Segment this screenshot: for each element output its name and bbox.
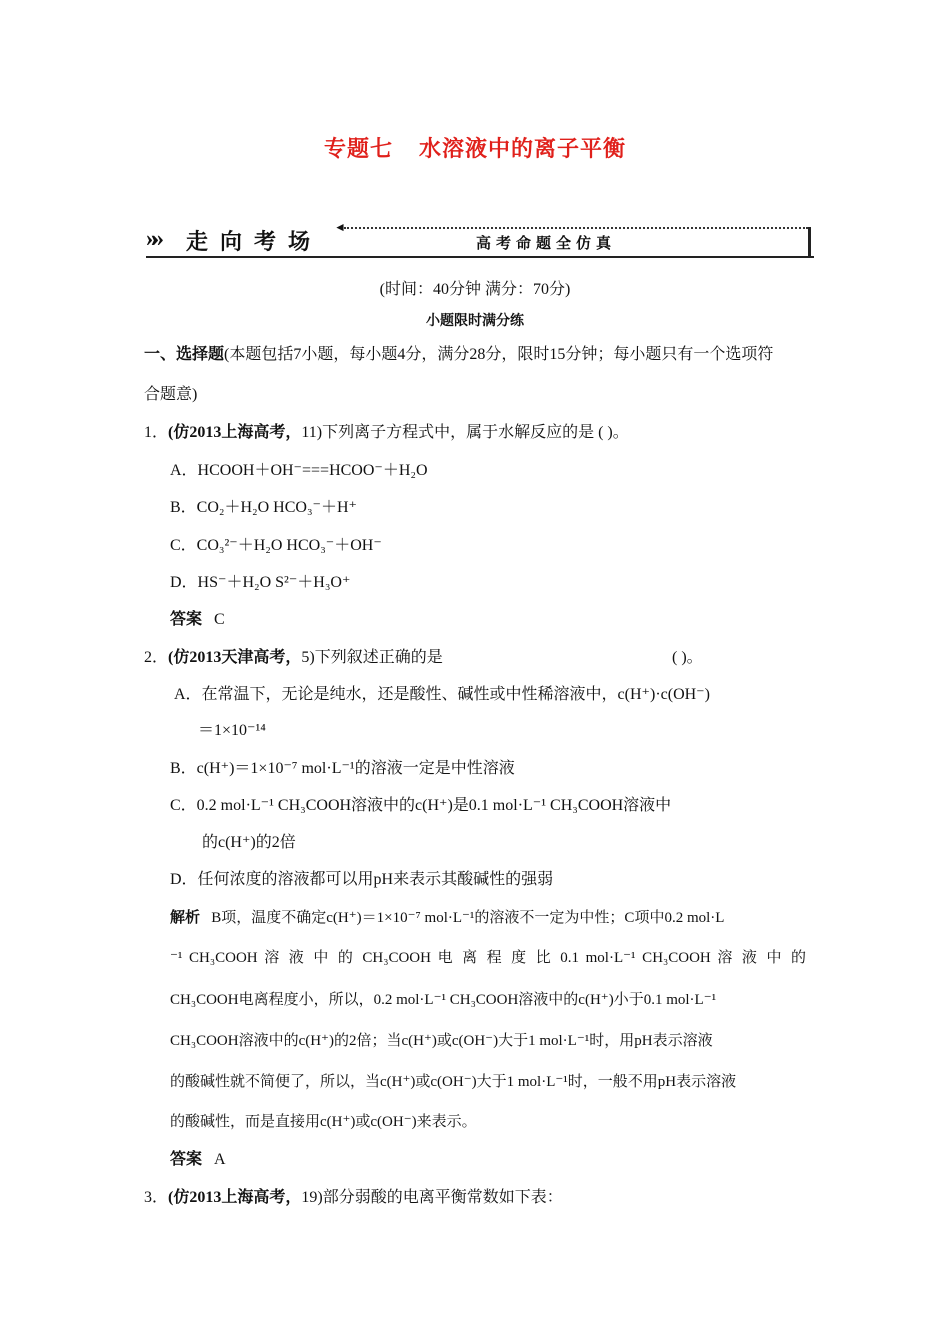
section-banner: [146, 222, 814, 258]
page-title: [0, 132, 950, 163]
q2-answer-value: A: [214, 1151, 226, 1168]
q2-analysis-line-1: [170, 908, 724, 928]
question-2-stem: [144, 648, 443, 668]
q2-analysis-line-2: ⁻¹ CH₃COOH 溶 液 中 的 CH₃COOH 电 离 程 度 比 0.1 mol·L⁻¹ CH₃COOH 溶 液 中 的: [170, 950, 806, 966]
section-desc-1: (本题包括7小题，每小题4分，满分28分，限时15分钟；每小题只有一个选项符: [224, 346, 774, 363]
q1-answer: [170, 610, 225, 630]
q1-source: (仿2013上海高考，: [168, 424, 302, 441]
q1-answer-label: 答案: [170, 611, 203, 628]
banner-subtitle: 高考命题全仿真: [476, 234, 617, 252]
q2-option-c-1: C．0.2 mol·L⁻¹ CH₃COOH溶液中的c(H⁺)是0.1 mol·L⁻¹ CH₃COOH溶液中: [170, 797, 672, 814]
q2-analysis-text-1: B项，温度不确定c(H⁺)＝1×10⁻⁷ mol·L⁻¹的溶液不一定为中性；C项中0.2 mol·L: [211, 910, 725, 926]
title-subject: 水溶液中的离子平衡: [419, 136, 627, 161]
q3-text: 19)部分弱酸的电离平衡常数如下表：: [301, 1189, 563, 1206]
q2-analysis-line-6: 的酸碱性，而是直接用c(H⁺)或c(OH⁻)来表示。: [170, 1114, 477, 1130]
q2-answer: [170, 1150, 226, 1170]
q2-option-a-2: ＝1×10⁻¹⁴: [198, 722, 266, 739]
q1-option-a: A．HCOOH＋OH⁻===HCOO⁻＋H₂O: [170, 462, 428, 479]
question-3-stem: [144, 1188, 563, 1208]
title-topic: 专题七: [323, 136, 393, 161]
q2-option-b: B．c(H⁺)＝1×10⁻⁷ mol·L⁻¹的溶液一定是中性溶液: [170, 760, 515, 777]
q2-answer-label: 答案: [170, 1151, 203, 1168]
q2-option-a-1: A．在常温下，无论是纯水，还是酸性、碱性或中性稀溶液中，c(H⁺)·c(OH⁻): [174, 686, 710, 703]
q1-text: 11)下列离子方程式中，属于水解反应的是 ( )。: [301, 424, 629, 441]
q2-number: 2．: [144, 649, 169, 666]
banner-underline: [146, 256, 814, 258]
q2-answer-paren: ( )。: [672, 649, 703, 666]
q3-source: (仿2013上海高考，: [168, 1189, 302, 1206]
q2-analysis-label: 解析: [170, 910, 201, 926]
arrow-left-icon: ◄: [334, 220, 346, 234]
section-desc-2: 合题意): [144, 386, 198, 403]
q3-number: 3．: [144, 1189, 169, 1206]
q2-text: 5)下列叙述正确的是: [301, 649, 443, 666]
q2-source: (仿2013天津高考，: [168, 649, 302, 666]
q1-option-c: C．CO₃²⁻＋H₂O HCO₃⁻＋OH⁻: [170, 537, 382, 554]
question-1-stem: [144, 423, 629, 443]
banner-end-bar: [808, 227, 811, 257]
q2-option-d: D．任何浓度的溶液都可以用pH来表示其酸碱性的强弱: [170, 871, 554, 888]
section-heading: 一、选择题: [144, 346, 225, 363]
q2-analysis-line-4: CH₃COOH溶液中的c(H⁺)的2倍；当c(H⁺)或c(OH⁻)大于1 mol·L⁻¹时，用pH表示溶液: [170, 1033, 713, 1049]
q1-number: 1．: [144, 424, 169, 441]
banner-label: 走向考场: [186, 230, 323, 255]
q1-option-b: B．CO₂＋H₂O HCO₃⁻＋H⁺: [170, 499, 357, 516]
q1-answer-value: C: [214, 611, 225, 628]
time-info: (时间：40分钟 满分：70分): [379, 281, 571, 298]
drill-label: 小题限时满分练: [426, 314, 524, 329]
banner-dotted-line: [344, 227, 808, 229]
chevron-icon: »»: [146, 226, 158, 252]
q2-analysis-line-5: 的酸碱性就不简便了，所以，当c(H⁺)或c(OH⁻)大于1 mol·L⁻¹时，一般不用pH表示溶液: [170, 1074, 737, 1090]
section-heading-line: [144, 345, 773, 365]
q2-option-c-2: 的c(H⁺)的2倍: [202, 834, 296, 851]
q1-option-d: D．HS⁻＋H₂O S²⁻＋H₃O⁺: [170, 574, 351, 591]
q2-analysis-line-3: CH₃COOH电离程度小，所以，0.2 mol·L⁻¹ CH₃COOH溶液中的c(H⁺)小于0.1 mol·L⁻¹: [170, 992, 717, 1008]
